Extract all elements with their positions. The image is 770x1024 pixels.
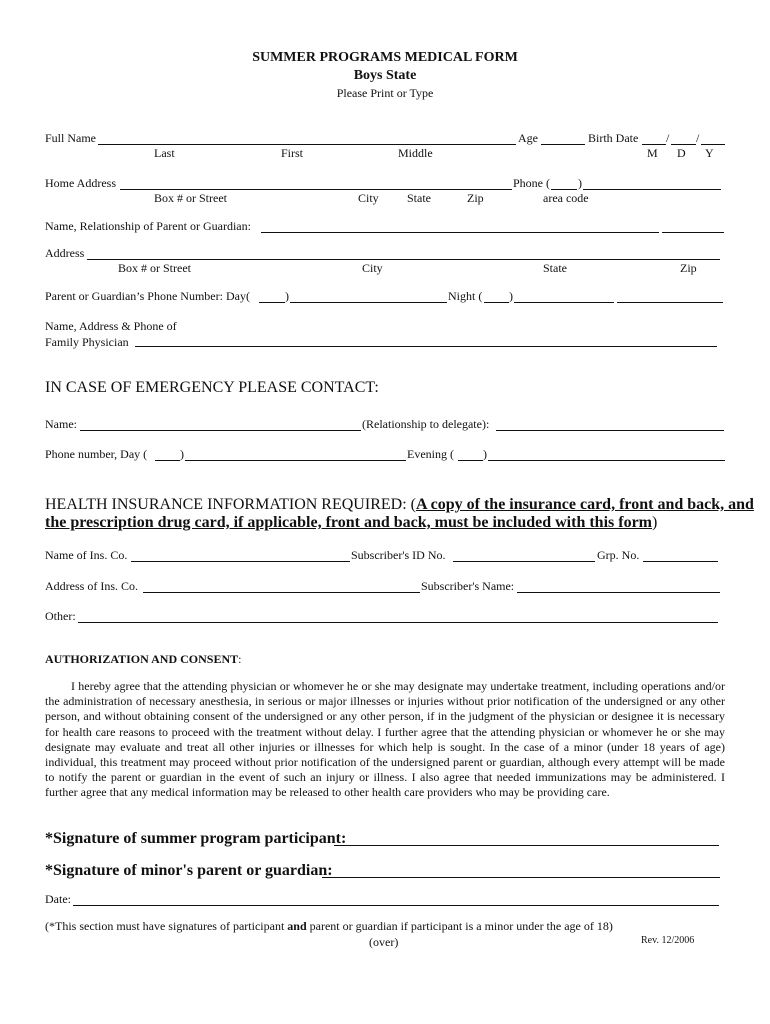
home-area-code-field[interactable] <box>551 189 577 190</box>
physician-label-line2: Family Physician <box>45 335 129 349</box>
signature-note: (*This section must have signatures of participant and parent or guardian if participant is a minor under the age of 18) <box>45 919 613 933</box>
other-label: Other: <box>45 609 76 623</box>
age-label: Age <box>518 131 538 145</box>
date-label: Date: <box>45 892 71 906</box>
address-label: Address <box>45 246 85 260</box>
full-name-label: Full Name <box>45 131 96 145</box>
home-address-label: Home Address <box>45 176 116 190</box>
parent-signature-field[interactable] <box>322 877 720 878</box>
emergency-name-field[interactable] <box>80 430 361 431</box>
physician-field[interactable] <box>135 346 717 347</box>
subscriber-name-field[interactable] <box>517 592 720 593</box>
sub-label-y: Y <box>705 146 714 160</box>
paren-close: ) <box>180 447 184 461</box>
sub-label-first: First <box>281 146 304 160</box>
grp-no-label: Grp. No. <box>597 548 640 562</box>
ins-company-field[interactable] <box>131 561 350 562</box>
night-label: Night ( <box>448 289 483 303</box>
authorization-paragraph: I hereby agree that the attending physician or whomever he or she may designate may undertake treatment, including operations and/or the administration of necessary anesthesia, in serious or major illnesses or injuries without prior notification of the undersigned or any other person, and without obtaining consent of the undersigned or any other person, if in the judgment of the physician or designee it is necessary for health care reasons to proceed with the treatment without delay. I further agree that the attending physician or whomever he or she may designate may evaluate and treat all other injuries or illnesses for which help is sought. In the case of a minor (under 18 years of age) individual, this treatment may proceed without prior notification of the undersigned parent or guardian, although every attempt will be made to notify the parent or guardian in the event of such an injury or illness. I also agree that needed immunizations may be administered. I further agree that any medical information may be released to other health care providers who may be providing care. <box>45 679 725 800</box>
parent-name-label: Name, Relationship of Parent or Guardian: <box>45 219 251 233</box>
full-name-field[interactable] <box>98 144 516 145</box>
emergency-evening-area-field[interactable] <box>458 460 483 461</box>
parent-night-extra-field[interactable] <box>617 302 723 303</box>
sub-label-middle: Middle <box>398 146 433 160</box>
age-field[interactable] <box>541 144 585 145</box>
paren-close: ) <box>578 176 582 190</box>
revision-label: Rev. 12/2006 <box>641 935 695 946</box>
form-subtitle: Boys State <box>353 68 417 83</box>
insurance-heading-line1: HEALTH INSURANCE INFORMATION REQUIRED: (A copy of the insurance card, front and back, and <box>45 496 754 513</box>
parent-night-phone-field[interactable] <box>514 302 614 303</box>
authorization-heading: AUTHORIZATION AND CONSENT: <box>45 652 242 666</box>
emergency-name-label: Name: <box>45 417 77 431</box>
emergency-relationship-label: (Relationship to delegate): <box>362 417 490 431</box>
sub-label-box: Box # or Street <box>154 191 227 205</box>
sub-label-box: Box # or Street <box>118 261 191 275</box>
parent-relationship-field[interactable] <box>662 232 724 233</box>
paren-close: ) <box>285 289 289 303</box>
sub-label-area-code: area code <box>543 191 589 205</box>
emergency-evening-phone-field[interactable] <box>488 460 725 461</box>
emergency-relationship-field[interactable] <box>496 430 724 431</box>
parent-name-field[interactable] <box>261 232 659 233</box>
parent-day-area-field[interactable] <box>259 302 285 303</box>
participant-signature-label: *Signature of summer program participant: <box>45 830 347 847</box>
insurance-heading-line2: the prescription drug card, if applicable, front and back, must be included with this form) <box>45 514 658 531</box>
birth-day-field[interactable] <box>671 144 696 145</box>
parent-phone-label: Parent or Guardian’s Phone Number: Day( <box>45 289 250 303</box>
ins-address-label: Address of Ins. Co. <box>45 579 138 593</box>
grp-no-field[interactable] <box>643 561 718 562</box>
ins-company-label: Name of Ins. Co. <box>45 548 128 562</box>
birth-year-field[interactable] <box>701 144 725 145</box>
sub-label-state: State <box>407 191 431 205</box>
emergency-day-area-field[interactable] <box>155 460 180 461</box>
ins-address-field[interactable] <box>143 592 420 593</box>
sub-label-zip: Zip <box>680 261 697 275</box>
sub-label-city: City <box>358 191 379 205</box>
paren-close: ) <box>483 447 487 461</box>
sub-label-zip: Zip <box>467 191 484 205</box>
birth-date-label: Birth Date <box>588 131 639 145</box>
date-slash: / <box>696 131 700 145</box>
date-slash: / <box>666 131 670 145</box>
birth-month-field[interactable] <box>642 144 666 145</box>
paren-close: ) <box>509 289 513 303</box>
physician-label-line1: Name, Address & Phone of <box>45 319 177 333</box>
emergency-heading: IN CASE OF EMERGENCY PLEASE CONTACT: <box>45 379 379 396</box>
date-field[interactable] <box>73 905 719 906</box>
over-label: (over) <box>369 935 399 949</box>
subscriber-id-field[interactable] <box>453 561 595 562</box>
sub-label-d: D <box>677 146 686 160</box>
home-phone-field[interactable] <box>583 189 721 190</box>
home-address-field[interactable] <box>120 189 512 190</box>
emergency-day-phone-label: Phone number, Day ( <box>45 447 148 461</box>
sub-label-last: Last <box>154 146 175 160</box>
form-instruction: Please Print or Type <box>336 86 434 100</box>
home-phone-label: Phone ( <box>513 176 550 190</box>
parent-day-phone-field[interactable] <box>290 302 447 303</box>
sub-label-city: City <box>362 261 383 275</box>
other-field[interactable] <box>78 622 718 623</box>
parent-signature-label: *Signature of minor's parent or guardian: <box>45 862 333 879</box>
address-field[interactable] <box>87 259 720 260</box>
emergency-day-phone-field[interactable] <box>185 460 406 461</box>
subscriber-id-label: Subscriber's ID No. <box>351 548 446 562</box>
sub-label-m: M <box>647 146 658 160</box>
emergency-evening-label: Evening ( <box>407 447 454 461</box>
subscriber-name-label: Subscriber's Name: <box>421 579 515 593</box>
sub-label-state: State <box>543 261 567 275</box>
form-title: SUMMER PROGRAMS MEDICAL FORM <box>252 50 518 65</box>
parent-night-area-field[interactable] <box>484 302 509 303</box>
participant-signature-field[interactable] <box>334 845 719 846</box>
